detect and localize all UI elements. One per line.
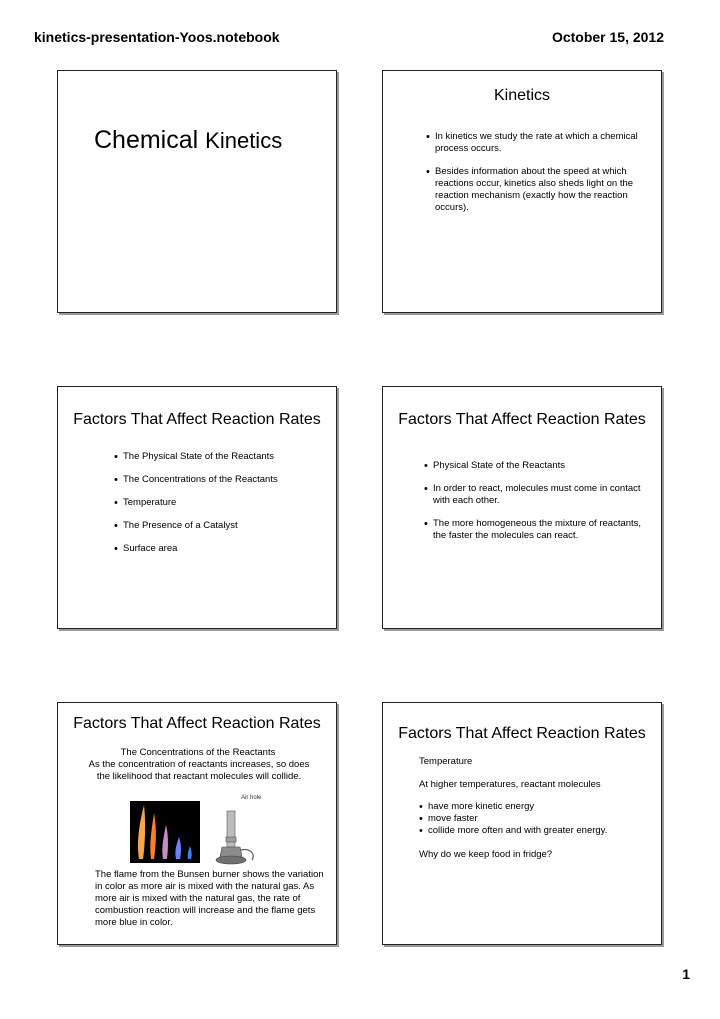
slide-title: Factors That Affect Reaction Rates — [73, 411, 321, 428]
title-main: Chemical — [94, 126, 199, 154]
document-filename: kinetics-presentation-Yoos.notebook — [34, 29, 280, 45]
bunsen-burner-diagram — [206, 799, 268, 871]
bullet-list — [419, 801, 649, 837]
bullet-item: • Besides information about the speed at which reactions occur, kinetics also sheds light on the reaction mechanism (exactly how the reaction occurs). — [426, 166, 651, 214]
slide-title: Factors That Affect Reaction Rates — [398, 725, 646, 742]
bullet-item: • The more homogeneous the mixture of reactants, the faster the molecules can react. — [424, 518, 649, 542]
bullet-item: • Physical State of the Reactants — [424, 460, 649, 472]
temperature-intro: At higher temperatures, reactant molecules — [419, 779, 601, 790]
document-date: October 15, 2012 — [551, 29, 664, 45]
slide-title — [94, 126, 282, 155]
bullet-item: • The Presence of a Catalyst — [114, 520, 324, 532]
fridge-question: Why do we keep food in fridge? — [419, 849, 553, 860]
bullet-item: • The Concentrations of the Reactants — [114, 474, 324, 486]
slide-concentration — [57, 702, 337, 945]
bullet-item: • move faster — [419, 813, 649, 825]
bullet-list — [114, 451, 324, 555]
bullet-item: • In kinetics we study the rate at which a chemical process occurs. — [426, 131, 651, 155]
air-hole-label: Air hole — [241, 795, 262, 801]
bullet-item: • In order to react, molecules must come in contact with each other. — [424, 483, 649, 507]
slide-physical-state — [382, 386, 662, 629]
slide-temperature — [382, 702, 662, 945]
bullet-item: • Surface area — [114, 543, 324, 555]
bullet-item: • have more kinetic energy — [419, 801, 649, 813]
slide-chemical-kinetics — [57, 70, 337, 313]
slide-factors-list — [57, 386, 337, 629]
slide-subheading: The Concentrations of the Reactants — [120, 747, 276, 758]
flame-colors-photo — [130, 801, 200, 863]
bullet-list — [424, 460, 649, 542]
slide-title: Kinetics — [493, 87, 551, 104]
slide-title: Factors That Affect Reaction Rates — [73, 715, 321, 732]
bullet-item: • The Physical State of the Reactants — [114, 451, 324, 463]
flame-caption: The flame from the Bunsen burner shows the variation in color as more air is mixed with the natural gas. As more air is mixed with the natural gas, the rate of combustion reaction will increase and the flame gets more blue in color. — [95, 869, 324, 928]
slide-kinetics — [382, 70, 662, 313]
temperature-label: Temperature — [419, 756, 473, 767]
bullet-list — [426, 131, 651, 214]
bullet-item: • Temperature — [114, 497, 324, 509]
page-number: 1 — [682, 966, 690, 982]
title-small: Kinetics — [205, 128, 283, 153]
slide-title: Factors That Affect Reaction Rates — [398, 411, 646, 428]
bullet-item: • collide more often and with greater energy. — [419, 825, 649, 837]
intro-text: As the concentration of reactants increases, so does the likelihood that reactant molecules will collide. — [88, 759, 310, 782]
